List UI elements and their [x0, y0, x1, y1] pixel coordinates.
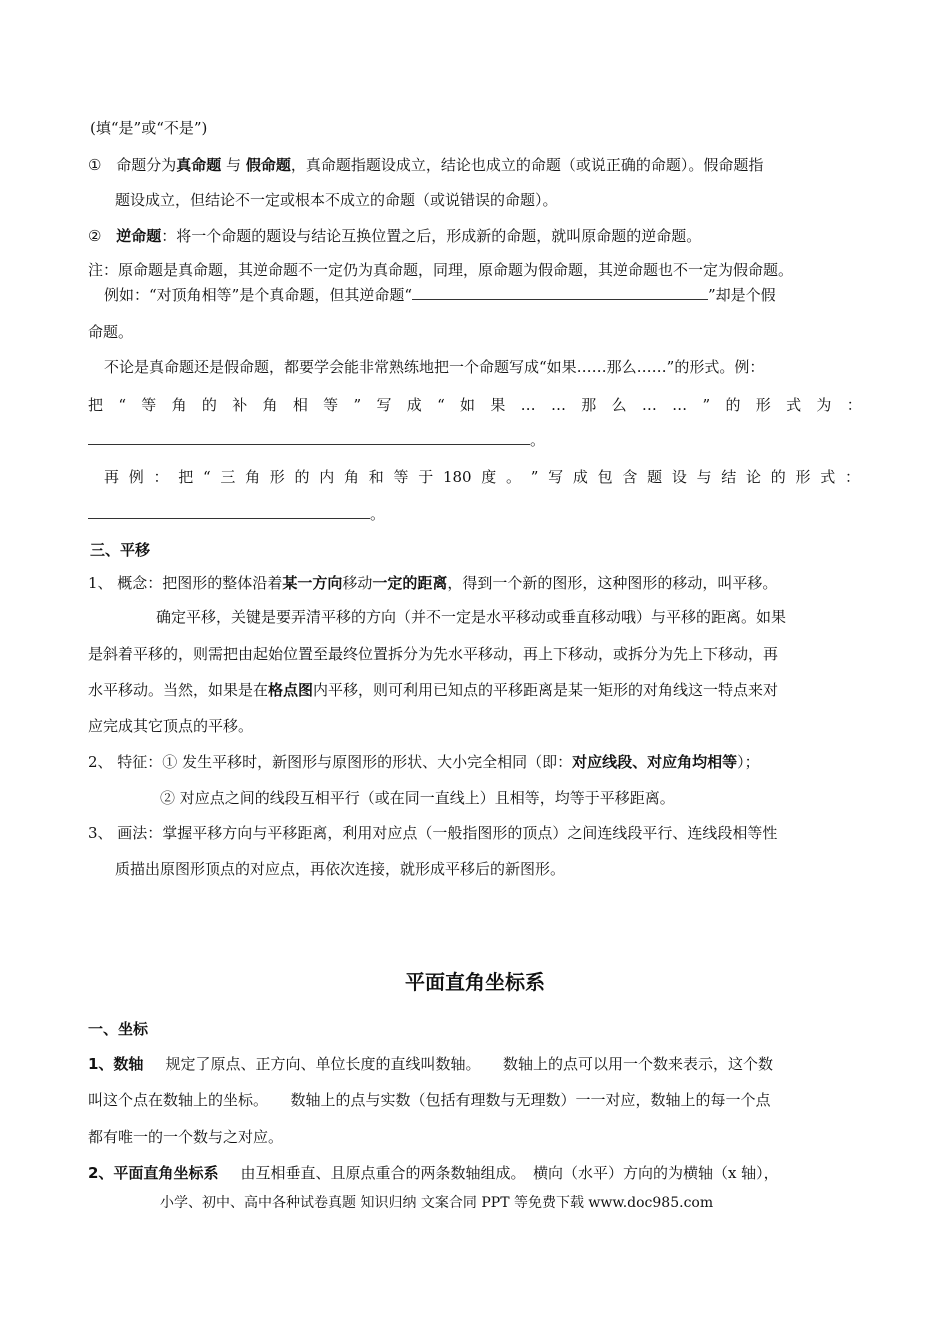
- fill-hint: (填“是”或“不是”): [90, 119, 208, 137]
- spaced-char: ：: [153, 468, 169, 486]
- false-proposition-term: 假命题: [245, 156, 291, 174]
- cartesian-label: 2、平面直角坐标系: [88, 1164, 219, 1182]
- form-paragraph-line-1: 不论是真命题还是假命题，都要学会能非常熟练地把一个命题写成“如果……那么……”的形式。例：: [104, 358, 765, 376]
- spaced-char: 式: [820, 468, 836, 486]
- number-line-line-2: 叫这个点在数轴上的坐标。 数轴上的点与实数（包括有理数与无理数）一一对应，数轴上的每一个点: [88, 1091, 771, 1109]
- spaced-char: ：: [846, 396, 862, 414]
- spaced-char: 角: [171, 396, 187, 414]
- spaced-char: 与: [696, 468, 712, 486]
- translation-para-line-1: 确定平移，关键是要弄清平移的方向（并不一定是水平移动或垂直移动哦）与平移的距离。如果: [156, 608, 787, 626]
- true-proposition-term: 真命题: [176, 156, 222, 174]
- example-2: [104, 467, 860, 487]
- example-2-answer-line: 。: [88, 504, 385, 524]
- spaced-char: …: [672, 396, 688, 414]
- spaced-char: “: [437, 396, 445, 414]
- spaced-char: 再: [104, 468, 120, 486]
- form-answer-line: 。: [88, 430, 545, 450]
- spaced-char: 如: [460, 396, 476, 414]
- translation-concept: 1、 概念：把图形的整体沿着某一方向移动一定的距离，得到一个新的图形，这种图形的移动，叫平移。: [88, 574, 778, 592]
- spaced-char: ”: [530, 468, 539, 486]
- spaced-char: 题: [647, 468, 663, 486]
- item-1-line-1: ① 命题分为真命题 与 假命题，真命题指题设成立，结论也成立的命题（或说正确的命题）。假命题指: [88, 156, 764, 174]
- translation-method-line-2: 质描出原图形顶点的对应点，再依次连接，就形成平移后的新图形。: [115, 860, 566, 878]
- answer-blank[interactable]: [412, 285, 708, 300]
- spaced-char: 论: [746, 468, 762, 486]
- form-paragraph-line-2: [88, 395, 862, 415]
- spaced-char: 把: [88, 396, 104, 414]
- spaced-char: 内: [319, 468, 335, 486]
- spaced-char: 成: [406, 396, 422, 414]
- spaced-char: 。: [506, 468, 522, 486]
- spaced-char: 等: [141, 396, 157, 414]
- converse-term: 逆命题: [116, 227, 162, 245]
- number-line-line-3: 都有唯一的一个数与之对应。: [88, 1128, 284, 1146]
- spaced-char: …: [520, 396, 536, 414]
- spaced-char: 设: [671, 468, 687, 486]
- example-1: 例如：“对顶角相等”是个真命题，但其逆命题“ ”却是个假: [104, 286, 776, 304]
- note: 注：原命题是真命题，其逆命题不一定仍为真命题，同理，原命题为假命题，其逆命题也不一定为假命题。: [88, 261, 794, 279]
- number-line-label: 1、数轴: [88, 1055, 144, 1073]
- circled-one-marker: ①: [88, 156, 102, 174]
- translation-feature-2: ② 对应点之间的线段互相平行（或在同一直线上）且相等，均等于平移距离。: [160, 789, 675, 807]
- spaced-char: 角: [344, 468, 360, 486]
- spaced-char: 式: [786, 396, 802, 414]
- cartesian-item: 2、平面直角坐标系 由互相垂直、且原点重合的两条数轴组成。 横向（水平）方向的为横轴（x 轴），: [88, 1164, 779, 1182]
- translation-feature-1: 2、 特征：① 发生平移时，新图形与原图形的形状、大小完全相同（即：对应线段、对应角均相等）；: [88, 753, 760, 771]
- spaced-char: 相: [292, 396, 308, 414]
- spaced-char: 为: [816, 396, 832, 414]
- spaced-char: 成: [572, 468, 588, 486]
- coordinate-heading: 一、坐标: [88, 1020, 149, 1038]
- translation-para-line-2: 是斜着平移的，则需把由起始位置至最终位置拆分为先水平移动，再上下移动，或拆分为先上下移动，再: [88, 645, 779, 663]
- spaced-char: 补: [232, 396, 248, 414]
- section-3-heading: 三、平移: [90, 541, 151, 559]
- spaced-char: ”: [702, 396, 711, 414]
- translation-method-line-1: 3、 画法：掌握平移方向与平移距离，利用对应点（一般指图形的顶点）之间连线段平行、连线段相等性: [88, 824, 778, 842]
- spaced-char: 等: [323, 396, 339, 414]
- spaced-char: 么: [611, 396, 627, 414]
- spaced-char: ：: [844, 468, 860, 486]
- spaced-char: 例: [128, 468, 144, 486]
- spaced-char: 的: [294, 468, 310, 486]
- spaced-char: 形: [755, 396, 771, 414]
- spaced-char: 的: [201, 396, 217, 414]
- spaced-char: 于: [418, 468, 434, 486]
- translation-para-line-3: 水平移动。当然，如果是在格点图内平移，则可利用已知点的平移距离是某一矩形的对角线这一特点来对: [88, 681, 779, 699]
- spaced-char: 三: [220, 468, 236, 486]
- spaced-char: 度: [481, 468, 497, 486]
- spaced-char: “: [202, 468, 211, 486]
- spaced-char: 的: [770, 468, 786, 486]
- circled-two-marker: ②: [88, 227, 102, 245]
- spaced-char: 果: [490, 396, 506, 414]
- spaced-char: 包: [597, 468, 613, 486]
- spaced-char: 把: [178, 468, 194, 486]
- spaced-char: 那: [581, 396, 597, 414]
- spaced-char: …: [550, 396, 566, 414]
- spaced-char: 180: [442, 468, 472, 486]
- spaced-char: 写: [548, 468, 564, 486]
- spaced-char: “: [118, 396, 126, 414]
- spaced-char: …: [641, 396, 657, 414]
- example-1-cont: 命题。: [88, 323, 134, 341]
- item-1-line-2: 题设成立，但结论不一定或根本不成立的命题（或说错误的命题）。: [115, 191, 558, 209]
- spaced-char: 形: [795, 468, 811, 486]
- spaced-char: 结: [721, 468, 737, 486]
- footer-text: 小学、初中、高中各种试卷真题 知识归纳 文案合同 PPT 等免费下载 www.doc985.com: [160, 1195, 714, 1211]
- spaced-char: 含: [622, 468, 638, 486]
- answer-blank[interactable]: [88, 504, 370, 519]
- spaced-char: 等: [393, 468, 409, 486]
- spaced-char: 角: [262, 396, 278, 414]
- spaced-char: 形: [269, 468, 285, 486]
- item-2: ② 逆命题：将一个命题的题设与结论互换位置之后，形成新的命题，就叫原命题的逆命题。: [88, 227, 702, 245]
- spaced-char: 和: [368, 468, 384, 486]
- answer-blank[interactable]: [88, 430, 530, 445]
- chapter-title: 平面直角坐标系: [405, 970, 545, 994]
- translation-para-line-4: 应完成其它顶点的平移。: [88, 717, 254, 735]
- spaced-char: 角: [245, 468, 261, 486]
- spaced-char: 写: [376, 396, 392, 414]
- spaced-char: ”: [353, 396, 362, 414]
- spaced-char: 的: [725, 396, 741, 414]
- number-line-item: 1、数轴 规定了原点、正方向、单位长度的直线叫数轴。 数轴上的点可以用一个数来表示，这个数: [88, 1055, 773, 1073]
